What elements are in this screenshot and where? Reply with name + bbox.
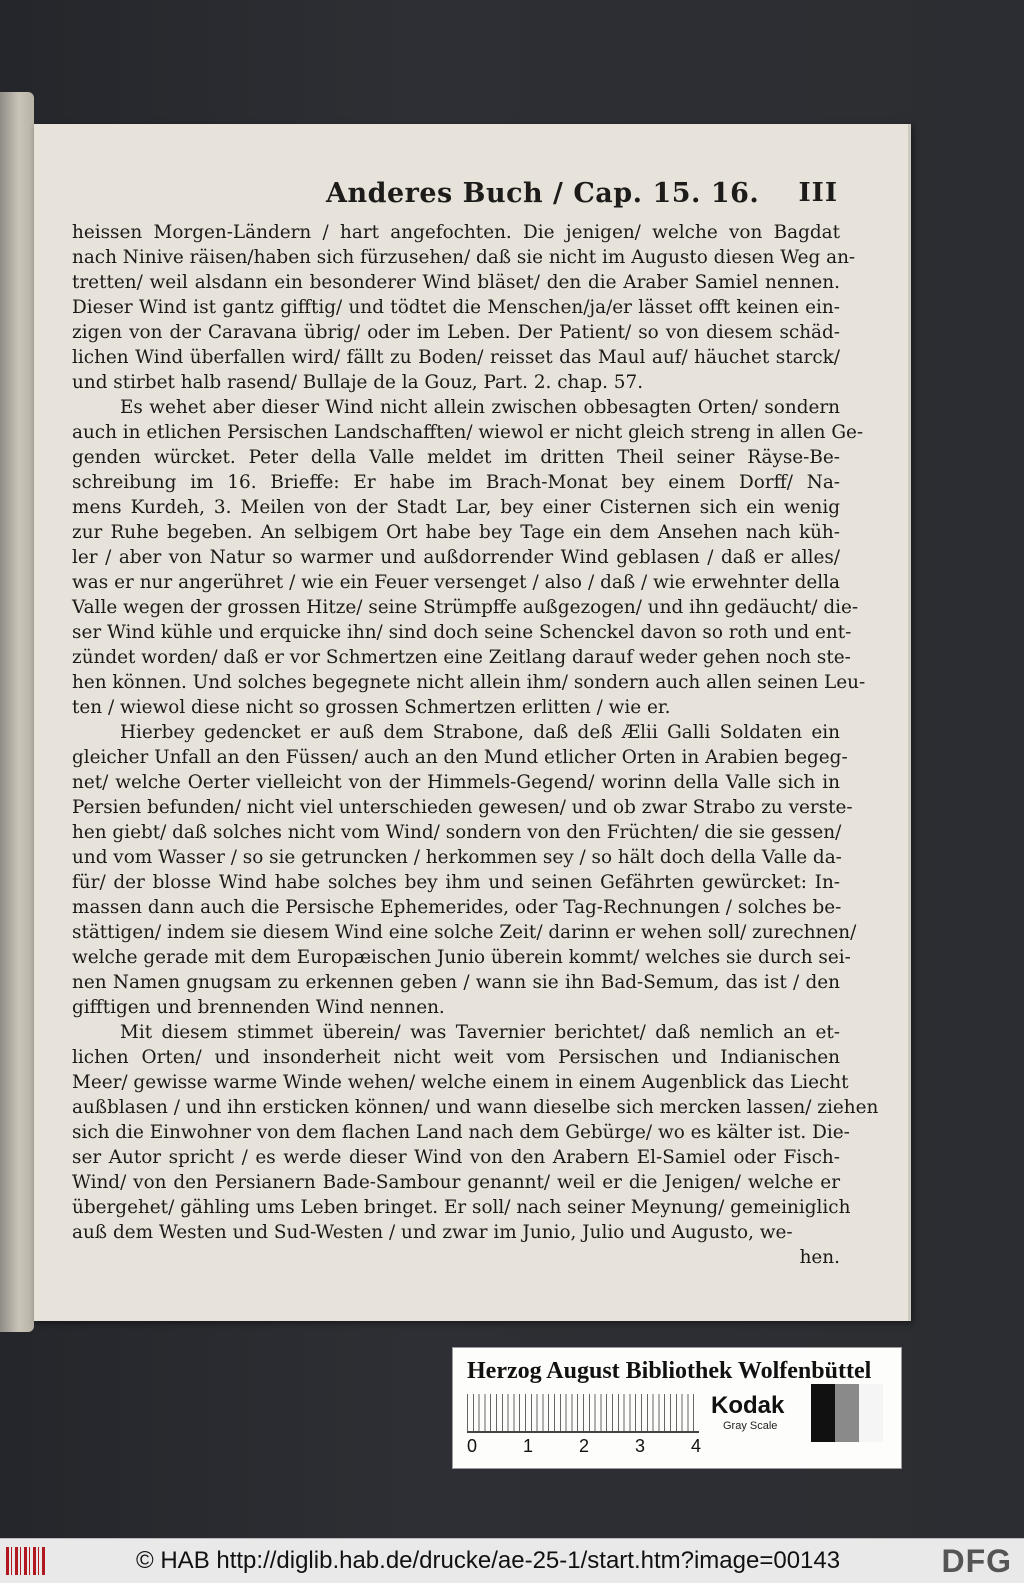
- ruler-number: 2: [579, 1436, 590, 1456]
- text-line: was er nur angerühret / wie ein Feuer versenget / also / daß / wie erwehnter della: [72, 572, 840, 593]
- text-line: lichen Wind überfallen wird/ fällt zu Boden/ reisset das Maul auf/ häuchet starck/: [72, 347, 840, 368]
- text-line: Valle wegen der grossen Hitze/ seine Strümpffe außgezogen/ und ihn gedäucht/ die-: [72, 597, 859, 618]
- text-line: auch in etlichen Persischen Landschafften/ wiewol er nicht gleich streng in allen Ge-: [72, 422, 864, 443]
- ruler-number: 0: [467, 1436, 478, 1456]
- library-label-card: [452, 1347, 902, 1469]
- text-line: lichen Orten/ und insonderheit nicht weit vom Persischen und Indianischen: [72, 1047, 840, 1068]
- text-line: Hierbey gedencket er auß dem Strabone, daß deß Ælii Galli Soldaten ein: [120, 722, 840, 743]
- ruler-number: 1: [523, 1436, 534, 1456]
- text-line: Wind/ von den Persianern Bade-Sambour genannt/ weil er die Jenigen/ welche er: [72, 1172, 840, 1193]
- running-title: Anderes Buch / Cap. 15. 16.: [326, 178, 760, 209]
- text-line: Mit diesem stimmet überein/ was Tavernier berichtet/ daß nemlich an et-: [120, 1022, 840, 1043]
- book-page: [34, 124, 911, 1321]
- text-line: tretten/ weil alsdann ein besonderer Wind bläset/ den die Araber Samiel nennen.: [72, 272, 840, 293]
- text-line: außblasen / und ihn ersticken können/ und wann dieselbe sich mercken lassen/ ziehen: [72, 1097, 879, 1118]
- previous-page-edge: [0, 92, 34, 1332]
- paragraph: [72, 395, 866, 720]
- text-line: Es wehet aber dieser Wind nicht allein zwischen obbesagten Orten/ sondern: [120, 397, 840, 418]
- gray-swatch: [835, 1384, 859, 1442]
- ruler-ticks: [467, 1394, 699, 1432]
- text-line: zündet worden/ daß er vor Schmertzen eine Zeitlang darauf weder gehen noch ste-: [72, 647, 851, 668]
- text-line: welche gerade mit dem Europæischen Junio überein kommt/ welches sie durch sei-: [72, 947, 851, 968]
- text-line: sich die Einwohner von dem flachen Land nach dem Gebürge/ wo es kälter ist. Die-: [72, 1122, 850, 1143]
- text-line: und stirbet halb rasend/ Bullaje de la Gouz, Part. 2. chap. 57.: [72, 372, 644, 393]
- text-line: hen können. Und solches begegnete nicht allein ihm/ sondern auch allen seinen Leu-: [72, 672, 866, 693]
- text-line: mens Kurdeh, 3. Meilen von der Stadt Lar, bey einer Cisternen sich ein wenig: [72, 497, 840, 518]
- text-line: gleicher Unfall an den Füssen/ auch an den Mund etlicher Orten in Arabien begeg-: [72, 747, 848, 768]
- text-line: ten / wiewol diese nicht so grossen Schmertzen erlitten / wie er.: [72, 697, 671, 718]
- paragraph: [72, 220, 856, 395]
- gray-scale-label: Gray Scale: [723, 1420, 778, 1432]
- gray-swatch: [859, 1384, 883, 1442]
- text-line: Dieser Wind ist gantz gifftig/ und tödtet die Menschen/ja/er lässet offt keinen ein-: [72, 297, 840, 318]
- gray-scale-swatches: [811, 1384, 883, 1442]
- text-line: ler / aber von Natur so warmer und außdorrender Wind geblasen / daß er alles/: [72, 547, 840, 568]
- library-name: Herzog August Bibliothek Wolfenbüttel: [467, 1358, 872, 1384]
- text-line: heissen Morgen-Ländern / hart angefochten. Die jenigen/ welche von Bagdat: [72, 222, 840, 243]
- text-line: nach Ninive räisen/haben sich fürzusehen/ daß sie nicht im Augusto diesen Weg an-: [72, 247, 856, 268]
- paragraph: [72, 1020, 879, 1245]
- kodak-logo: Kodak: [711, 1392, 785, 1419]
- scale-ruler: [467, 1394, 702, 1456]
- gray-swatch: [811, 1384, 835, 1442]
- text-line: ser Wind kühle und erquicke ihn/ sind doch seine Schenckel davon so roth und ent-: [72, 622, 852, 643]
- text-line: ser Autor spricht / es werde dieser Wind von den Arabern El-Samiel oder Fisch-: [72, 1147, 840, 1168]
- text-line: hen giebt/ daß solches nicht vom Wind/ sondern von den Früchten/ die sie gessen/: [72, 822, 842, 843]
- page-number: III: [798, 178, 838, 208]
- text-line: stättigen/ indem sie diesem Wind eine solche Zeit/ darinn er wehen soll/ zurechnen/: [72, 922, 857, 943]
- ruler-number: 3: [635, 1436, 646, 1456]
- dfg-logo: DFG: [941, 1543, 1012, 1579]
- text-line: nen Namen gnugsam zu erkennen geben / wann sie ihn Bad-Semum, das ist / den: [72, 972, 840, 993]
- hab-barcode-icon: [6, 1547, 46, 1575]
- catchword: hen.: [799, 1247, 840, 1268]
- text-line: zigen von der Caravana übrig/ oder im Leben. Der Patient/ so von diesem schäd-: [72, 322, 840, 343]
- text-line: Meer/ gewisse warme Winde wehen/ welche einem in einem Augenblick das Liecht: [72, 1072, 849, 1093]
- text-line: zur Ruhe begeben. An selbigem Ort habe bey Tage ein dem Ansehen nach küh-: [72, 522, 840, 543]
- text-line: Persien befunden/ nicht viel unterschieden gewesen/ und ob zwar Strabo zu verste-: [72, 797, 853, 818]
- body-text: [72, 220, 879, 1270]
- ruler-number: 4: [691, 1436, 702, 1456]
- text-line: übergehet/ gähling ums Leben bringet. Er soll/ nach seiner Meynung/ gemeiniglich: [72, 1197, 851, 1218]
- text-line: net/ welche Oerter vielleicht von der Himmels-Gegend/ worinn della Valle sich in: [72, 772, 840, 793]
- page-header: [84, 178, 838, 212]
- text-line: für/ der blosse Wind habe solches bey ihm und seinen Gefährten gewürcket: In-: [72, 872, 840, 893]
- footer-bar: [0, 1538, 1024, 1583]
- text-line: schreibung im 16. Brieffe: Er habe im Brach-Monat bey einem Dorff/ Na-: [72, 472, 840, 493]
- ruler-baseline: [467, 1431, 699, 1433]
- text-line: gifftigen und brennenden Wind nennen.: [72, 997, 445, 1018]
- text-line: auß dem Westen und Sud-Westen / und zwar im Junio, Julio und Augusto, we-: [72, 1222, 793, 1243]
- paragraph: [72, 720, 857, 1020]
- text-line: genden würcket. Peter della Valle meldet im dritten Theil seiner Räyse-Be-: [72, 447, 840, 468]
- text-line: massen dann auch die Persische Ephemerides, oder Tag-Rechnungen / solches be-: [72, 897, 842, 918]
- footer-copyright-link[interactable]: © HAB http://diglib.hab.de/drucke/ae-25-1/start.htm?image=00143: [136, 1547, 841, 1574]
- text-line: und vom Wasser / so sie getruncken / herkommen sey / so hält doch della Valle da-: [72, 847, 842, 868]
